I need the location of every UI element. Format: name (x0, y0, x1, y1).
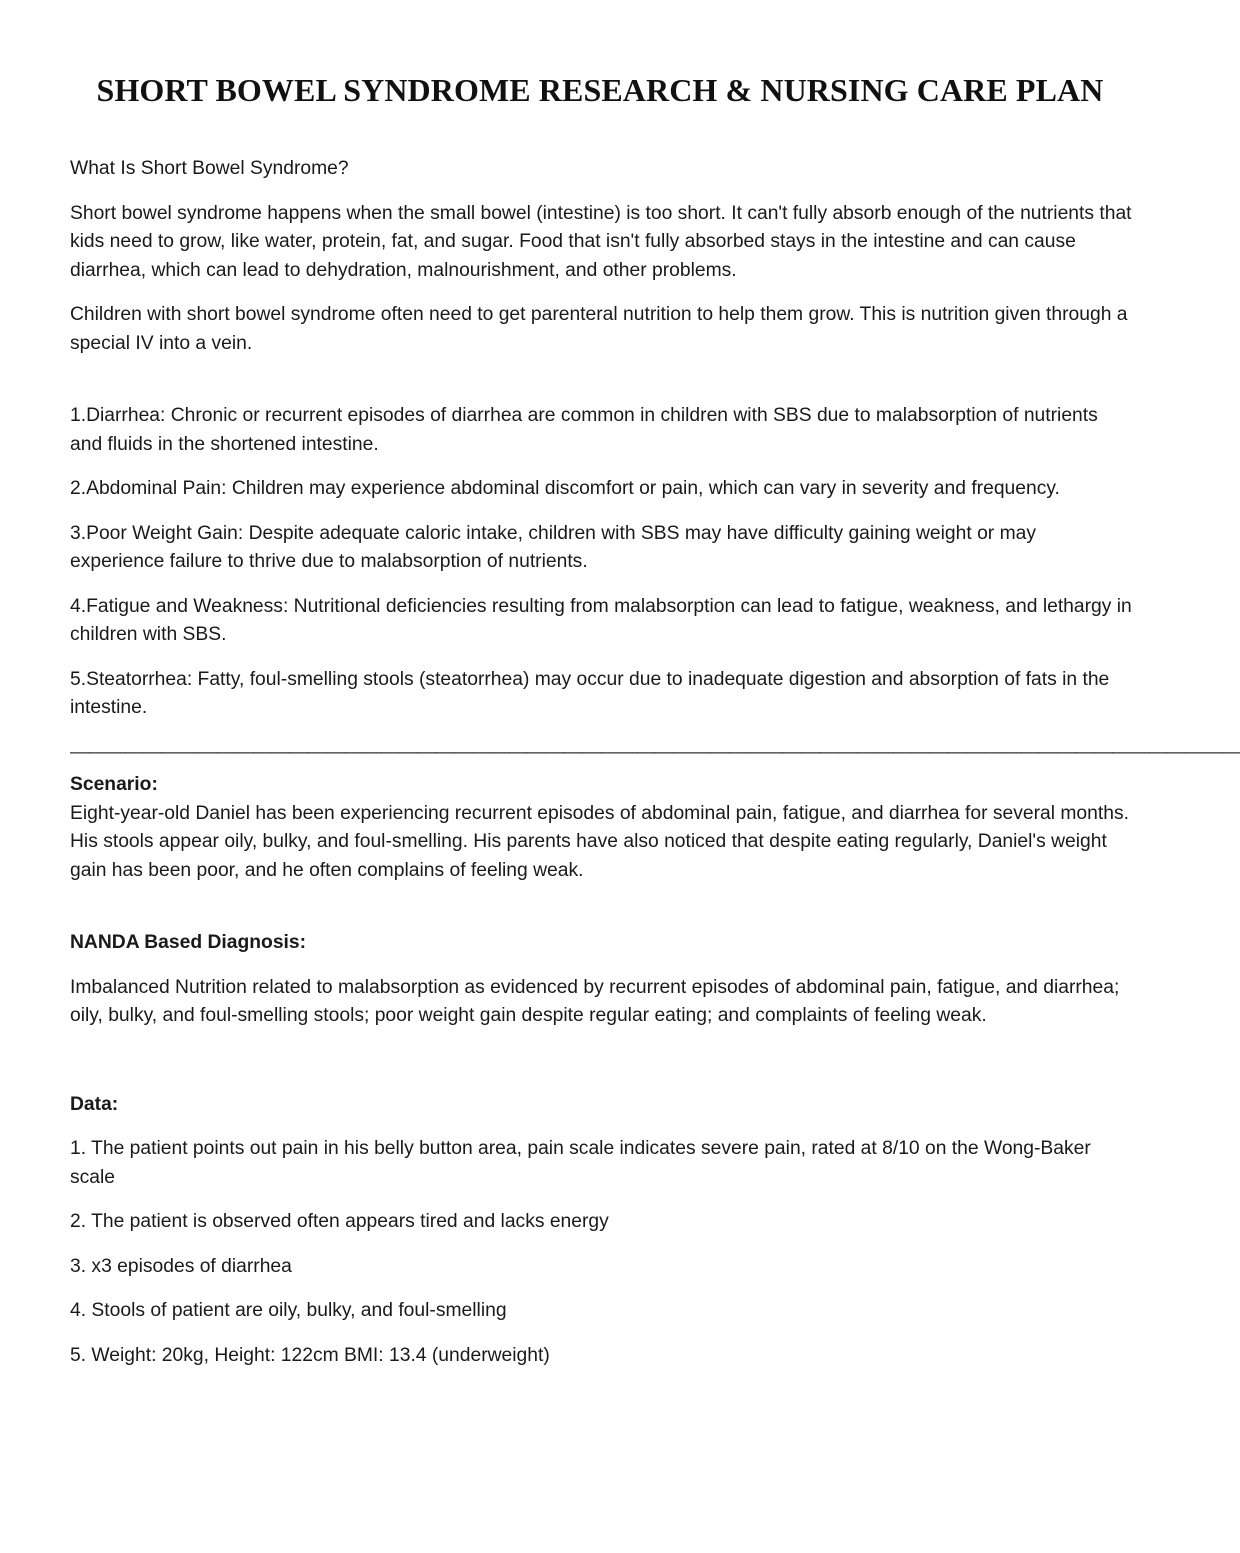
section-question: What Is Short Bowel Syndrome? (70, 158, 349, 179)
nanda-text: Imbalanced Nutrition related to malabsorption as evidenced by recurrent episodes of abdominal pain, fatigue, and diarrhea; oily, bulky, and foul-smelling stools; poor weight gain despite regular eating; and complaints of feeling weak. (70, 976, 1120, 1026)
data-item: 5. Weight: 20kg, Height: 122cm BMI: 13.4 (underweight) (70, 1344, 550, 1366)
symptom-item: 3.Poor Weight Gain: Despite adequate caloric intake, children with SBS may have difficulty gaining weight or may experience failure to thrive due to malabsorption of nutrients. (70, 522, 1037, 572)
data-item: 3. x3 episodes of diarrhea (70, 1255, 292, 1277)
nanda-heading: NANDA Based Diagnosis: (70, 932, 307, 953)
symptom-item: 2.Abdominal Pain: Children may experience abdominal discomfort or pain, which can vary in severity and frequency. (70, 478, 1060, 499)
document-body (70, 155, 1240, 1370)
data-item: 1. The patient points out pain in his belly button area, pain scale indicates severe pain, rated at 8/10 on the Wong-Baker scale (70, 1138, 1091, 1188)
symptom-item: 1.Diarrhea: Chronic or recurrent episodes of diarrhea are common in children with SBS due to malabsorption of nutrients and fluids in the shortened intestine. (70, 405, 1098, 455)
data-list (70, 1135, 1135, 1370)
scenario-text: Eight-year-old Daniel has been experiencing recurrent episodes of abdominal pain, fatigue, and diarrhea for several months. His stools appear oily, bulky, and foul-smelling. His parents have also noticed that despite eating regularly, Daniel's weight gain has been poor, and he often complains of feeling weak. (70, 802, 1129, 881)
data-item: 4. Stools of patient are oily, bulky, and foul-smelling (70, 1300, 507, 1321)
symptom-item: 5.Steatorrhea: Fatty, foul-smelling stools (steatorrhea) may occur due to inadequate digestion and absorption of fats in the intestine. (70, 668, 1110, 718)
intro-paragraph: Children with short bowel syndrome often need to get parenteral nutrition to help them grow. This is nutrition given through a special IV into a vein. (70, 304, 1128, 354)
symptom-item: 4.Fatigue and Weakness: Nutritional deficiencies resulting from malabsorption can lead to fatigue, weakness, and lethargy in children with SBS. (70, 595, 1132, 645)
data-item: 2. The patient is observed often appears tired and lacks energy (70, 1211, 609, 1232)
section-divider: ———————————————————————————————————————————————————————————————— (70, 741, 1240, 763)
intro-paragraph: Short bowel syndrome happens when the small bowel (intestine) is too short. It can't fully absorb enough of the nutrients that kids need to grow, like water, protein, fat, and sugar. Food that isn't fully absorbed stays in the intestine and can cause diarrhea, which can lead to dehydration, malnourishment, and other problems. (70, 202, 1132, 281)
document-title: SHORT BOWEL SYNDROME RESEARCH & NURSING CARE PLAN (96, 72, 1104, 108)
data-heading: Data: (70, 1093, 119, 1115)
symptom-list (70, 402, 1135, 723)
scenario-heading: Scenario: (70, 774, 158, 795)
